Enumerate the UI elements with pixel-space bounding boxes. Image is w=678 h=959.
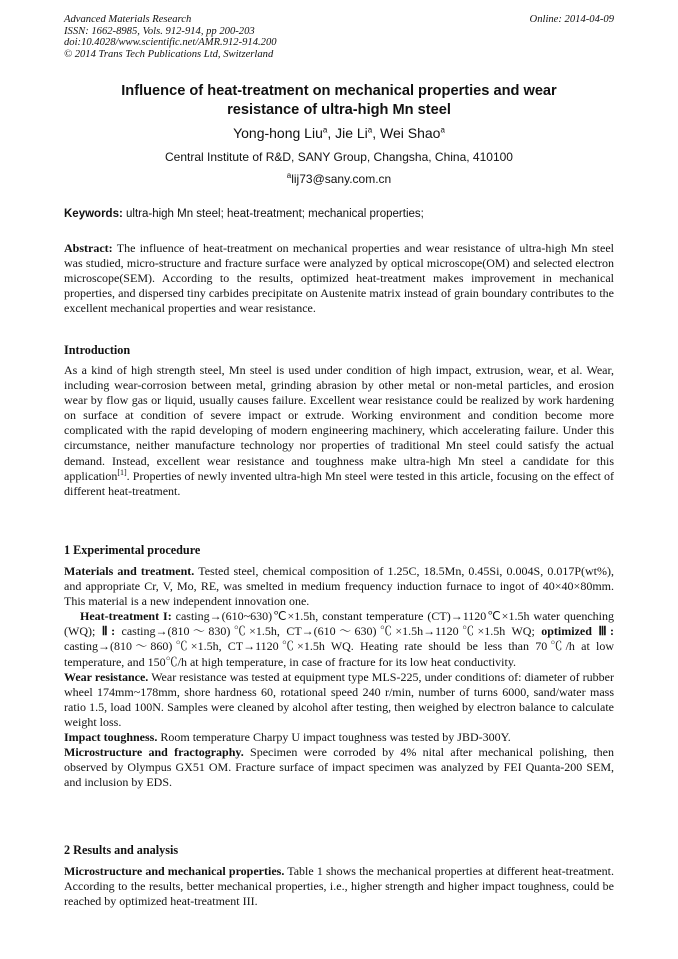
abstract-label: Abstract: (64, 241, 113, 255)
ht2-label: Ⅱ: (101, 624, 116, 639)
wear-label: Wear resistance. (64, 669, 149, 684)
impact-label: Impact toughness. (64, 730, 158, 745)
intro-text-a: As a kind of high strength steel, Mn steel is used under condition of high impact, extrusion, wear, et al. Wear, including wear-corrosion between metal, grinding abrasion by other metal or non-metal particles, and erosion wear by flow gas or liquid, usually causes failure. Excellent wear resistance could be realized by work hardening on surface at condition of severe impact or extrude. Working environment and condition become more complicated with the rapid developing of modern engineering machinery, which accelerating failure. Under this circumstance, neither manufacture technology nor properties of traditional Mn steel could satisfy the actual demand. Instead, excellent wear resistance and toughness make ultra-high Mn steel a candidate for this application (64, 363, 614, 483)
author-name: Wei Shao (380, 125, 441, 141)
ht2-text: casting→(810～830)℃×1.5h, CT→(610～630)℃×1.5h→1120℃×1.5h WQ; (115, 624, 542, 639)
wear-text: Wear resistance was tested at equipment type MLS-225, under conditions of: diameter of rubber wheel 174mm~178mm, shore hardness 60, rotational speed 240 r/min, number of turns 6000, sand/water mass ratio 1.5, load 100N. Samples were cleaned by alcohol after testing, then weighed by electron balance to calculate weight loss. (64, 669, 614, 729)
ht3-text: casting→(810～860)℃×1.5h, CT→1120℃×1.5h WQ. Heating rate should be less than 70℃/h at low temperature, and 150℃/h at high temperature, in case of fracture for its low heat conductivity. (64, 639, 614, 669)
ht3-label: optimized Ⅲ: (541, 624, 615, 639)
heat-treatment-paragraph (64, 609, 614, 669)
author-affil-mark: a (322, 125, 328, 135)
section-heading-experimental: 1 Experimental procedure (64, 543, 201, 557)
author-affil-mark: a (440, 125, 445, 135)
intro-text-b: . Properties of newly invented ultra-high Mn steel were tested in this article, focusing on the effect of different heat-treatment. (64, 468, 614, 498)
online-date: Online: 2014-04-09 (529, 14, 614, 25)
wear-paragraph (64, 670, 614, 730)
author-name: Yong-hong Liu (233, 125, 323, 141)
title-line-1: Influence of heat-treatment on mechanical properties and wear (121, 83, 557, 99)
copyright-line: © 2014 Trans Tech Publications Ltd, Switzerland (64, 49, 274, 61)
doi-line: doi:10.4028/www.scientific.net/AMR.912-914.200 (64, 37, 277, 49)
author-name: Jie Li (335, 125, 368, 141)
micro-label: Microstructure and fractography. (64, 745, 244, 760)
author-list (40, 124, 638, 142)
impact-paragraph (64, 730, 614, 745)
affiliation: Central Institute of R&D, SANY Group, Changsha, China, 410100 (165, 150, 513, 164)
author-separator: , (327, 125, 336, 141)
contact-email: lij73@sany.com.cn (291, 172, 392, 186)
keywords-label: Keywords: (64, 208, 123, 220)
results-text: Table 1 shows the mechanical properties at different heat-treatment. According to the results, better mechanical properties, i.e., higher strength and higher impact toughness, could be reached by optimized heat-treatment III. (64, 864, 614, 909)
section-heading-results: 2 Results and analysis (64, 843, 179, 857)
experimental-body (64, 564, 614, 790)
section-heading-introduction: Introduction (64, 343, 131, 357)
abstract (64, 241, 614, 316)
results-paragraph (64, 864, 614, 909)
introduction-paragraph (64, 363, 614, 499)
materials-label: Materials and treatment. (64, 564, 195, 578)
journal-name: Advanced Materials Research (64, 14, 192, 25)
author-affil-mark: a (367, 125, 373, 135)
journal-header (64, 14, 277, 61)
micro-text: Specimen were corroded by 4% nital after mechanical polishing, then observed by Olympus GX51 OM. Fracture surface of impact specimen was analyzed by FEI Quanta-200 SEM, and inclusion by EDS. (64, 745, 615, 790)
author-separator: , (372, 125, 381, 141)
title-line-2: resistance of ultra-high Mn steel (227, 101, 451, 118)
citation-ref: [1] (117, 467, 127, 477)
microstructure-paragraph (64, 745, 614, 790)
contact-email-line (40, 172, 638, 187)
keywords (64, 207, 616, 221)
ht1-label: Heat-treatment I: (80, 609, 172, 624)
impact-text: Room temperature Charpy U impact toughness was tested by JBD-300Y. (157, 730, 511, 745)
email-affil-mark: a (286, 171, 292, 180)
ht1-text: casting→(610~630)℃×1.5h, constant temperature (CT)→1120℃×1.5h water quenching (WQ); (64, 609, 614, 639)
results-label: Microstructure and mechanical properties. (64, 864, 285, 878)
issn-line: ISSN: 1662-8985, Vols. 912-914, pp 200-203 (64, 25, 255, 37)
paper-title (40, 82, 638, 119)
abstract-text: The influence of heat-treatment on mechanical properties and wear resistance of ultra-high Mn steel was studied, micro-structure and fracture surface were analyzed by optical microscope(OM) and selected electron microscope(SEM). According to the results, optimized heat-treatment makes improvement in mechanical properties, and dispersed tiny carbides precipitate on Austenite matrix instead of grain boundary contributes to the excellent mechanical properties and wear resistance. (64, 241, 614, 316)
materials-paragraph (64, 564, 614, 609)
materials-text: Tested steel, chemical composition of 1.25C, 18.5Mn, 0.45Si, 0.004S, 0.017P(wt%), and appropriate Cr, V, Mo, RE, was smelted in medium frequency induction furnace to ingot of 40×40×80mm. This material is a new independent innovation one. (64, 564, 614, 609)
keywords-text: ultra-high Mn steel; heat-treatment; mechanical properties; (122, 208, 424, 220)
